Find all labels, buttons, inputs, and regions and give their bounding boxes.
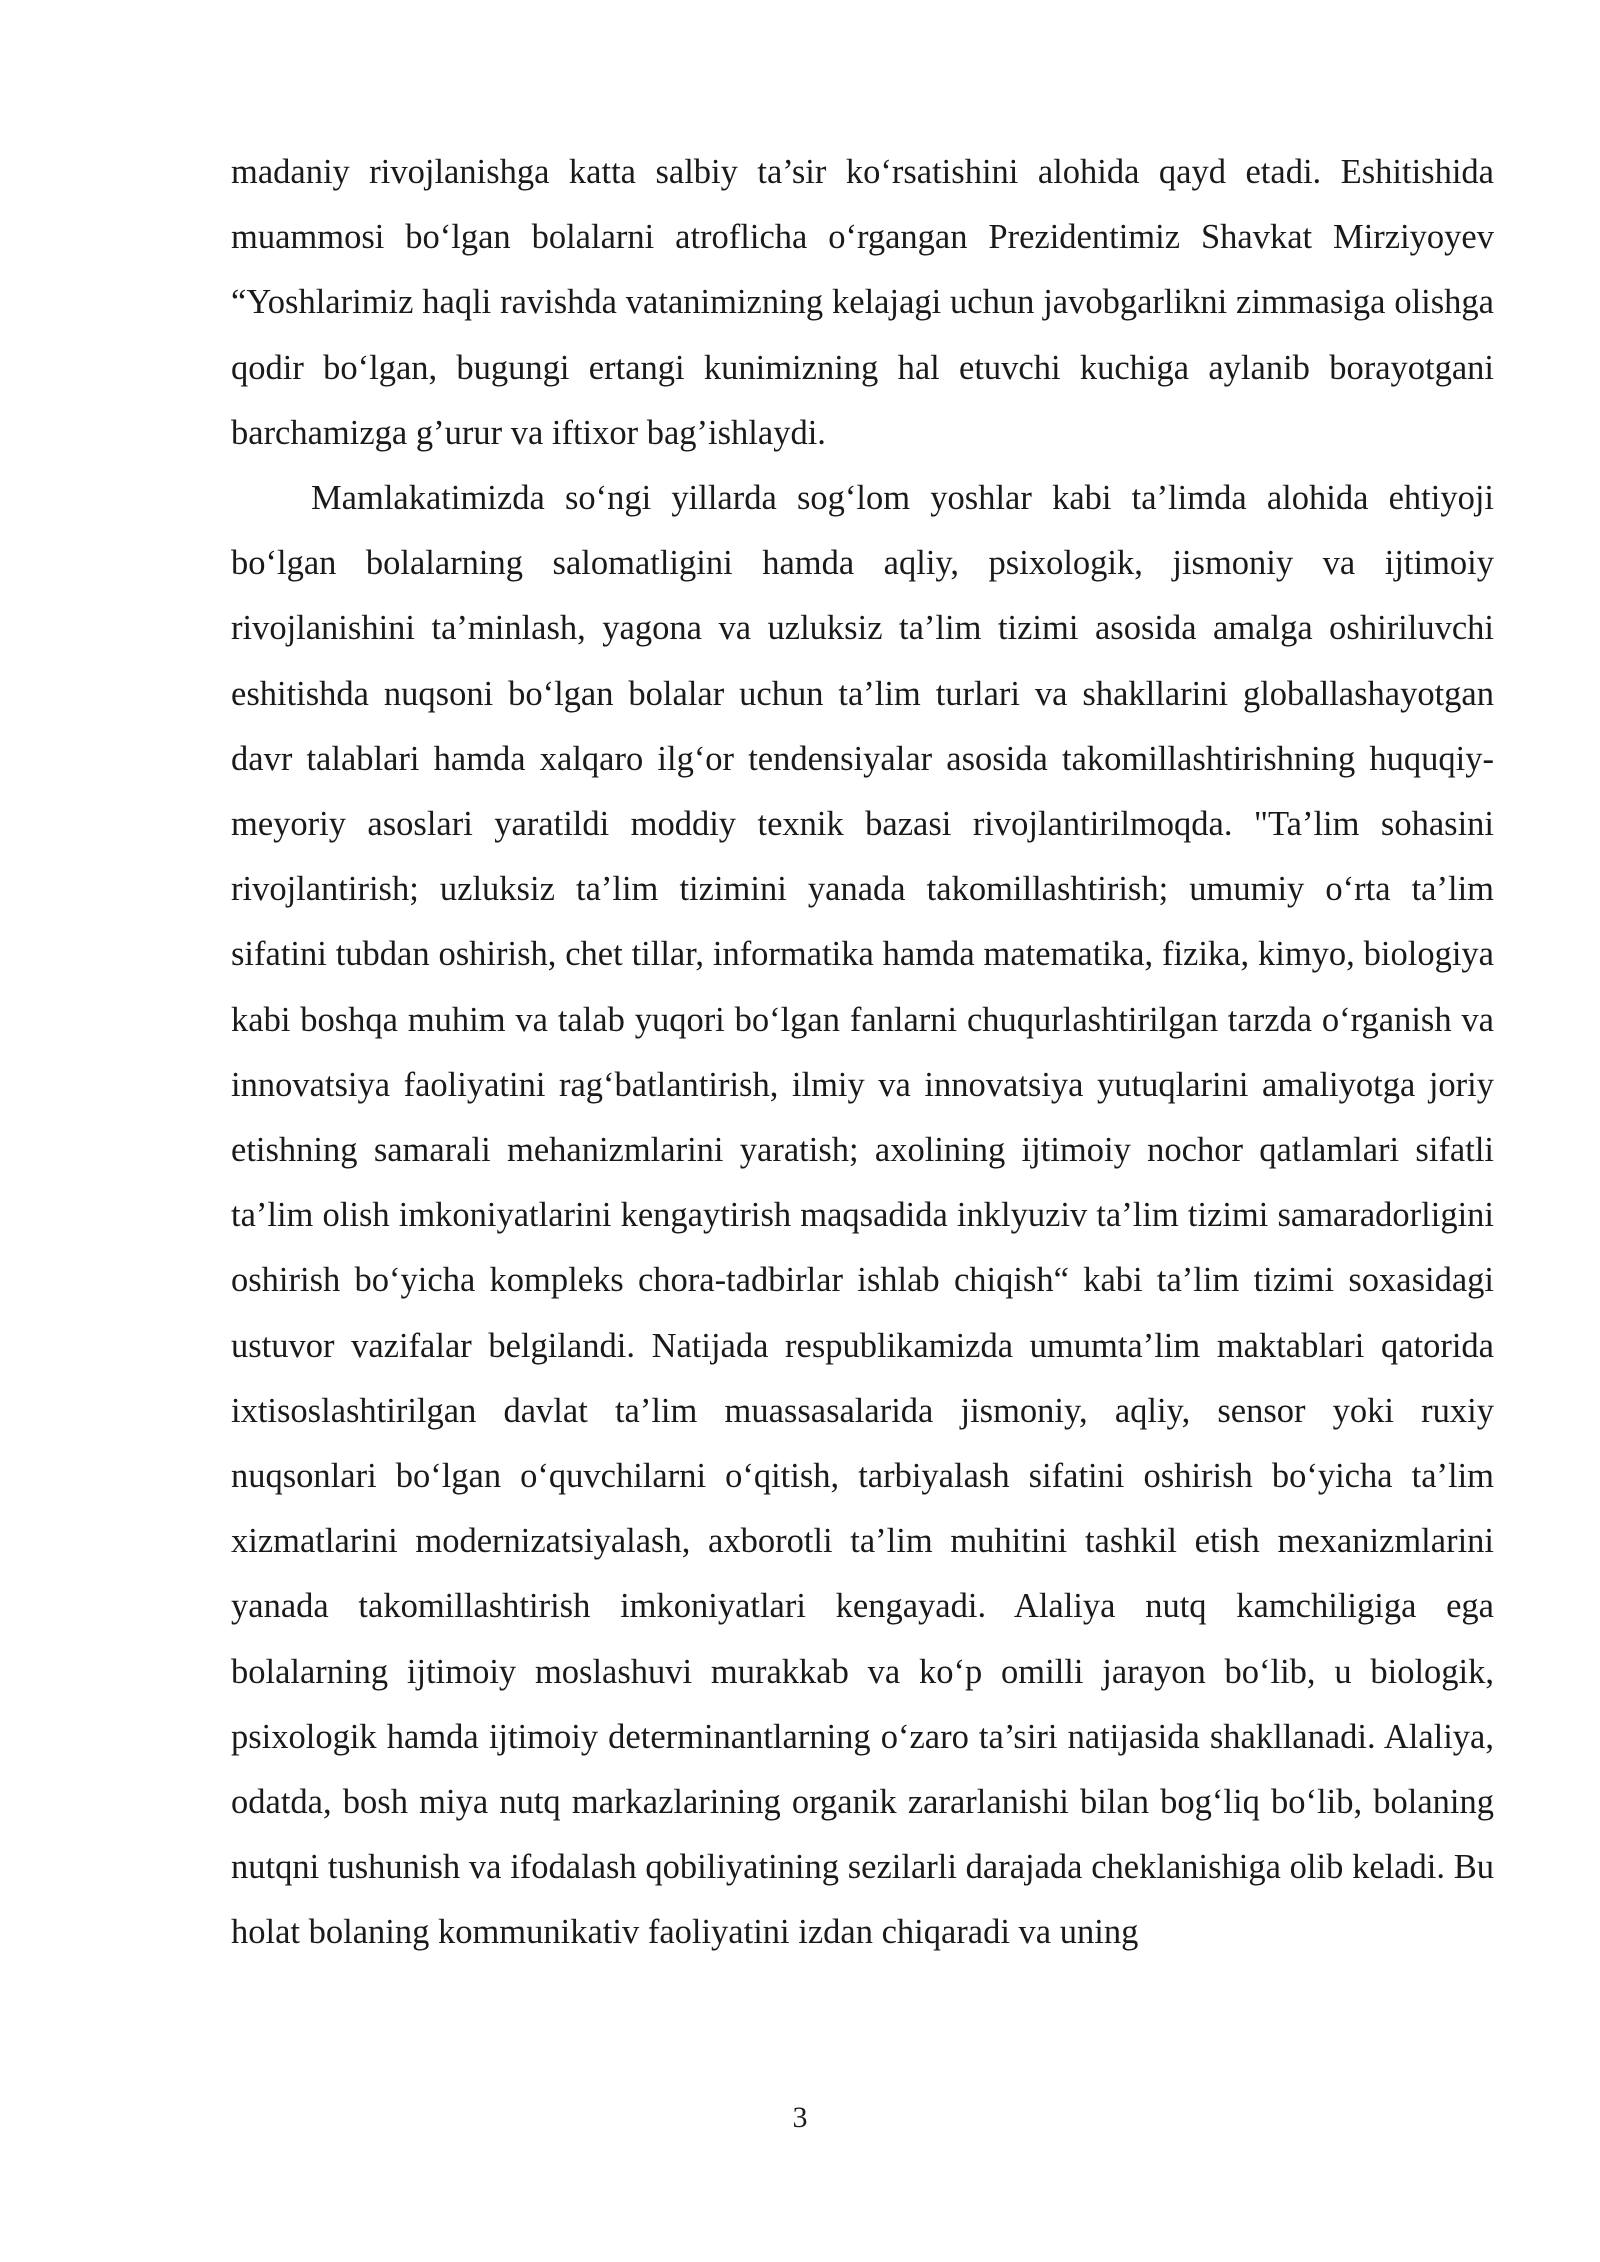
paragraph-main: Mamlakatimizda so‘ngi yillarda sog‘lom yoshlar kabi ta’limda alohida ehtiyoji bo‘lgan bolalarning salomatligini hamda aqliy, psixologik, jismoniy va ijtimoiy rivojlanishini ta’minlash, yagona va uzluksiz ta’lim tizimi asosida amalga oshiriluvchi eshitishda nuqsoni bo‘lgan bolalar uchun ta’lim turlari va shakllarini globallashayotgan davr talablari hamda xalqaro ilg‘or tendensiyalar asosida takomillashtirishning huquqiy-meyoriy asoslari yaratildi moddiy texnik bazasi rivojlantirilmoqda. "Ta’lim sohasini rivojlantirish; uzluksiz ta’lim tizimini yanada takomillashtirish; umumiy o‘rta ta’lim sifatini tubdan oshirish, chet tillar, informatika hamda matematika, fizika, kimyo, biologiya kabi boshqa muhim va talab yuqori bo‘lgan fanlarni chuqurlashtirilgan tarzda o‘rganish va innovatsiya faoliyatini rag‘batlantirish, ilmiy va innovatsiya yutuqlarini amaliyotga joriy etishning samarali mehanizmlarini yaratish; axolining ijtimoiy nochor qatlamlari sifatli ta’lim olish imkoniyatlarini kengaytirish maqsadida inklyuziv ta’lim tizimi samaradorligini oshirish bo‘yicha kompleks chora-tadbirlar ishlab chiqish“ kabi ta’lim tizimi soxasidagi ustuvor vazifalar belgilandi. Natijada respublikamizda umumta’lim maktablari qatorida ixtisoslashtirilgan davlat ta’lim muassasalarida jismoniy, aqliy, sensor yoki ruxiy nuqsonlari bo‘lgan o‘quvchilarni o‘qitish, tarbiyalash sifatini oshirish bo‘yicha ta’lim xizmatlarini modernizatsiyalash, axborotli ta’lim muhitini tashkil etish mexanizmlarini yanada takomillashtirish imkoniyatlari kengayadi. Alaliya nutq kamchiligiga ega bolalarning ijtimoiy moslashuvi murakkab va ko‘p omilli jarayon bo‘lib, u biologik, psixologik hamda ijtimoiy determinantlarning o‘zaro ta’siri natijasida shakllanadi. Alaliya, odatda, bosh miya nutq markazlarining organik zararlanishi bilan bog‘liq bo‘lib, bolaning nutqni tushunish va ifodalash qobiliyatining sezilarli darajada cheklanishiga olib keladi. Bu holat bolaning kommunikativ faoliyatini izdan chiqaradi va uning xyxy=(231,479,1494,1952)
page-number: 3 xyxy=(792,2101,808,2134)
paragraph-continuation: madaniy rivojlanishga katta salbiy ta’sir ko‘rsatishini alohida qayd etadi. Eshitishida muammosi bo‘lgan bolalarni atroflicha o‘rgangan Prezidentimiz Shavkat Mirziyoyev “Yoshlarimiz haqli ravishda vatanimizning kelajagi uchun javobgarlikni zimmasiga olishga qodir bo‘lgan, bugungi ertangi kunimizning hal etuvchi kuchiga aylanib borayotgani barchamizga g’urur va iftixor bag’ishlaydi. xyxy=(231,153,1494,452)
document-body xyxy=(231,140,1494,1966)
